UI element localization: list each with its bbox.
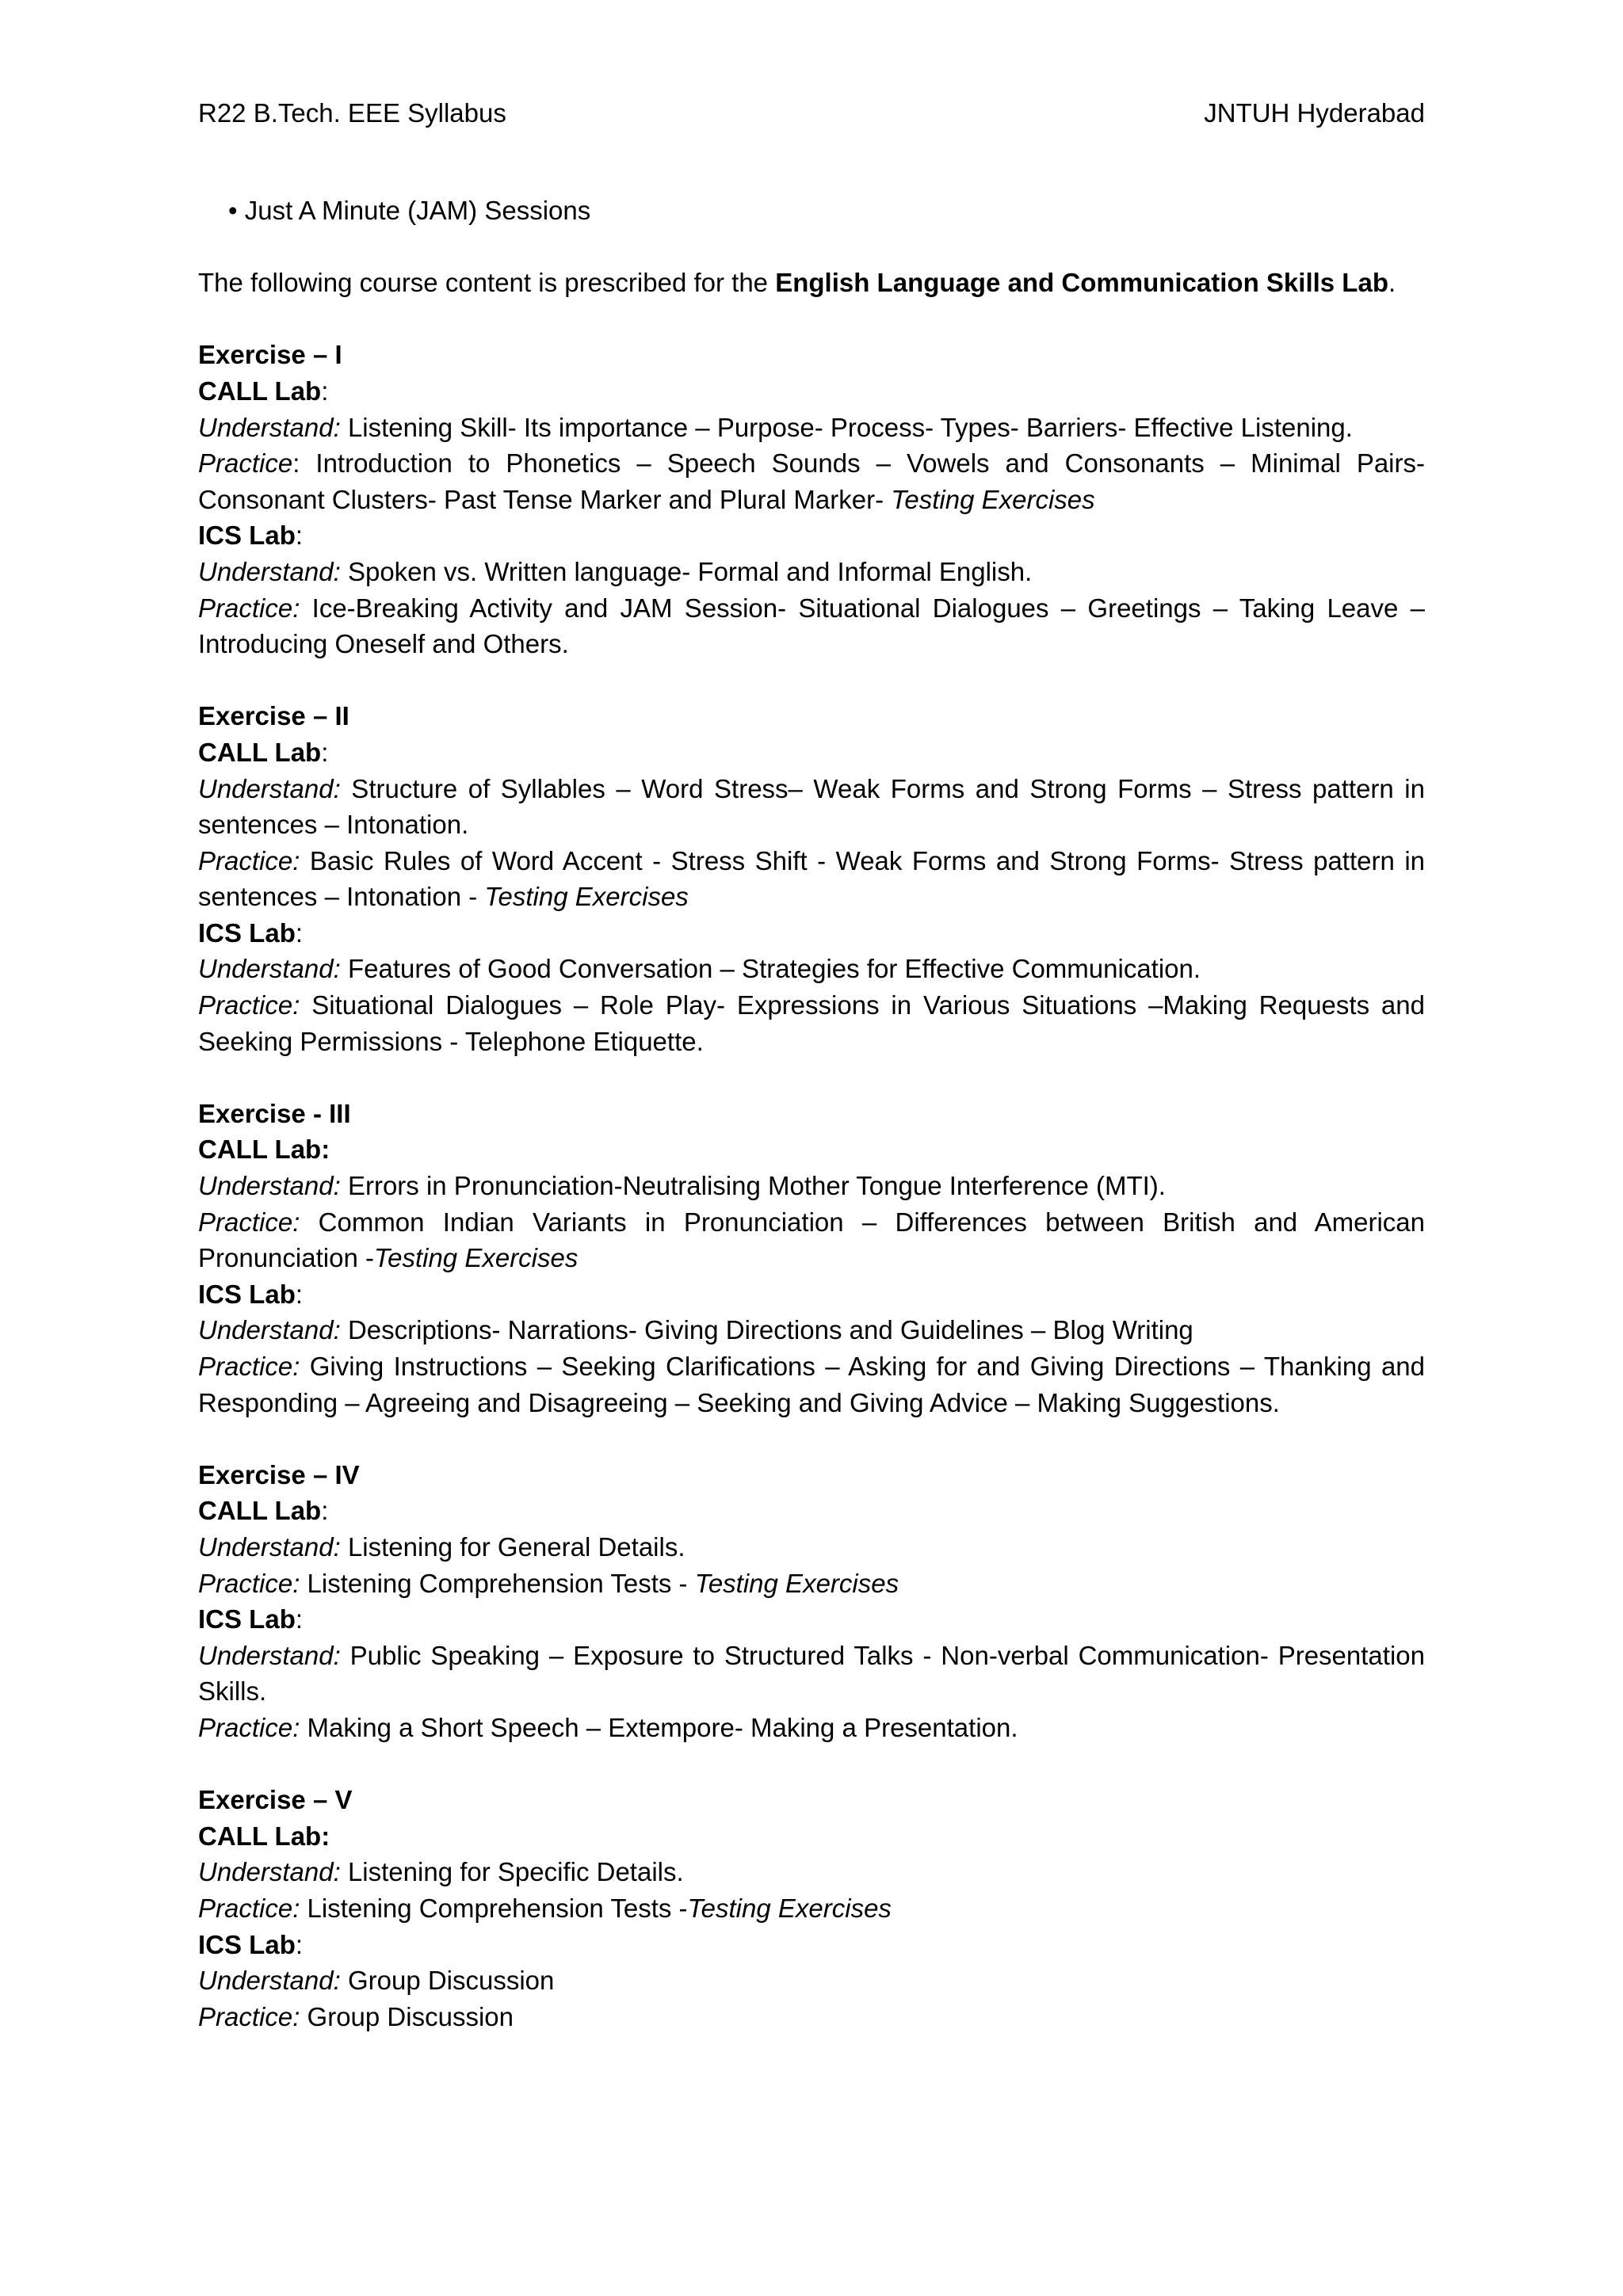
call-understand [198,1529,1425,1566]
ics-lab-heading [198,915,1425,952]
understand-label: Understand: [198,412,341,442]
practice-text: Common Indian Variants in Pronunciation – Differences between British and American Pronunciation - [198,1207,1425,1273]
document-body [198,193,1425,2035]
ics-practice [198,1999,1425,2035]
call-lab-heading [198,734,1425,771]
call-practice [198,1204,1425,1276]
ics-lab-label: ICS Lab [198,1929,296,1959]
understand-label: Understand: [198,773,341,803]
ics-lab-label: ICS Lab [198,917,296,948]
practice-text: Making a Short Speech – Extempore- Making a Presentation. [300,1712,1018,1742]
intro-course-name: English Language and Communication Skills Lab [775,268,1388,298]
practice-label: Practice: [198,1352,300,1381]
call-lab-label: CALL Lab: [198,1821,330,1851]
intro-suffix: . [1388,268,1396,298]
practice-label: Practice: [198,1568,300,1598]
practice-text: Group Discussion [300,2001,514,2031]
call-lab-label: CALL Lab [198,376,322,406]
intro-prefix: The following course content is prescribed for the [198,268,776,298]
practice-label: Practice: [198,1207,300,1237]
ics-understand [198,1312,1425,1348]
understand-text: Descriptions- Narrations- Giving Directions and Guidelines – Blog Writing [340,1315,1193,1345]
practice-text: Listening Comprehension Tests - [300,1893,688,1923]
understand-text: Structure of Syllables – Word Stress– Weak Forms and Strong Forms – Stress pattern in sentences – Intonation. [198,773,1425,840]
understand-text: Listening Skill- Its importance – Purpose- Process- Types- Barriers- Effective Listening. [340,412,1353,442]
ics-lab-label: ICS Lab [198,1279,296,1309]
practice-testing: Testing Exercises [891,484,1095,514]
call-understand [198,1168,1425,1204]
practice-testing: Testing Exercises [694,1568,899,1598]
ics-lab-label: ICS Lab [198,1604,296,1634]
exercise-1 [198,337,1425,662]
ics-lab-colon: : [295,1604,304,1634]
call-lab-heading [198,373,1425,410]
call-lab-colon: : [321,737,329,767]
page-header [198,95,1425,132]
practice-label: Practice: [198,990,300,1020]
exercise-2 [198,698,1425,1059]
ics-understand [198,554,1425,590]
ics-practice [198,1348,1425,1421]
call-practice [198,445,1425,517]
bullet-text: Just A Minute (JAM) Sessions [244,196,591,225]
understand-text: Public Speaking – Exposure to Structured Talks - Non-verbal Communication- Presentation Skills. [198,1640,1425,1707]
understand-text: Features of Good Conversation – Strategies for Effective Communication. [340,954,1201,984]
ics-understand [198,1638,1425,1710]
practice-label: Practice: [198,1893,300,1923]
call-understand [198,1854,1425,1890]
understand-label: Understand: [198,1171,341,1201]
practice-label: Practice: [198,1712,300,1742]
call-lab-colon: : [321,1496,329,1526]
ics-lab-label: ICS Lab [198,521,296,551]
call-lab-label: CALL Lab [198,1496,322,1526]
practice-text: Basic Rules of Word Accent - Stress Shift - Weak Forms and Strong Forms- Stress pattern in sentences – Intonation - [198,845,1425,912]
understand-label: Understand: [198,1857,341,1887]
ics-understand [198,1962,1425,1999]
ics-lab-heading [198,1927,1425,1963]
exercise-title: Exercise – II [198,701,349,731]
understand-text: Spoken vs. Written language- Formal and Informal English. [340,556,1033,586]
call-lab-heading [198,1818,1425,1855]
call-lab-label: CALL Lab: [198,1135,330,1165]
practice-testing: Testing Exercises [687,1893,892,1923]
call-practice [198,843,1425,915]
exercise-title: Exercise – I [198,340,342,370]
understand-label: Understand: [198,556,341,586]
understand-label: Understand: [198,954,341,984]
header-left: R22 B.Tech. EEE Syllabus [198,98,506,128]
call-lab-label: CALL Lab [198,737,322,767]
practice-text: Giving Instructions – Seeking Clarifications – Asking for and Giving Directions – Thanking and Responding – Agreeing and Disagreeing – Seeking and Giving Advice – Making Suggestions. [198,1352,1425,1417]
ics-lab-colon: : [295,1929,304,1959]
understand-text: Errors in Pronunciation-Neutralising Mother Tongue Interference (MTI). [340,1171,1166,1201]
practice-text: Situational Dialogues – Role Play- Expressions in Various Situations –Making Requests and Seeking Permissions - Telephone Etiquette. [198,990,1425,1056]
practice-testing: Testing Exercises [484,882,689,912]
practice-label: Practice: [198,845,300,875]
call-lab-heading [198,1493,1425,1529]
understand-label: Understand: [198,1531,341,1562]
call-practice [198,1566,1425,1602]
ics-practice [198,987,1425,1059]
ics-lab-colon: : [295,1279,304,1309]
bullet-item [198,193,1425,229]
understand-text: Listening for Specific Details. [340,1857,684,1887]
understand-label: Understand: [198,1315,341,1345]
exercise-title: Exercise – V [198,1785,353,1815]
practice-text: : Introduction to Phonetics – Speech Sounds – Vowels and Consonants – Minimal Pairs- Consonant Clusters- Past Tense Marker and Plural Marker- [198,448,1425,514]
header-right: JNTUH Hyderabad [1204,98,1425,128]
ics-lab-heading [198,1601,1425,1638]
understand-label: Understand: [198,1966,341,1996]
understand-text: Group Discussion [340,1966,555,1996]
exercise-4 [198,1457,1425,1746]
practice-label: Practice: [198,593,300,623]
exercise-title: Exercise - III [198,1098,351,1128]
understand-label: Understand: [198,1640,341,1670]
practice-label: Practice: [198,2001,300,2031]
call-understand [198,410,1425,446]
bullet-symbol: • [228,196,238,225]
exercise-5 [198,1782,1425,2035]
call-understand [198,771,1425,843]
ics-understand [198,951,1425,987]
practice-text: Listening Comprehension Tests - [300,1568,695,1598]
ics-lab-colon: : [295,917,304,948]
practice-label: Practice [198,448,293,479]
call-lab-heading [198,1131,1425,1168]
practice-testing: Testing Exercises [373,1243,579,1273]
ics-lab-heading [198,1276,1425,1313]
exercise-3 [198,1096,1425,1421]
ics-lab-colon: : [295,521,304,551]
ics-practice [198,590,1425,662]
understand-text: Listening for General Details. [340,1531,685,1562]
call-practice [198,1890,1425,1927]
exercise-title: Exercise – IV [198,1459,360,1489]
ics-lab-heading [198,517,1425,554]
call-lab-colon: : [321,376,329,406]
intro-paragraph [198,265,1425,301]
ics-practice [198,1710,1425,1746]
practice-text: Ice-Breaking Activity and JAM Session- Situational Dialogues – Greetings – Taking Leave – Introducing Oneself and Others. [198,593,1425,659]
